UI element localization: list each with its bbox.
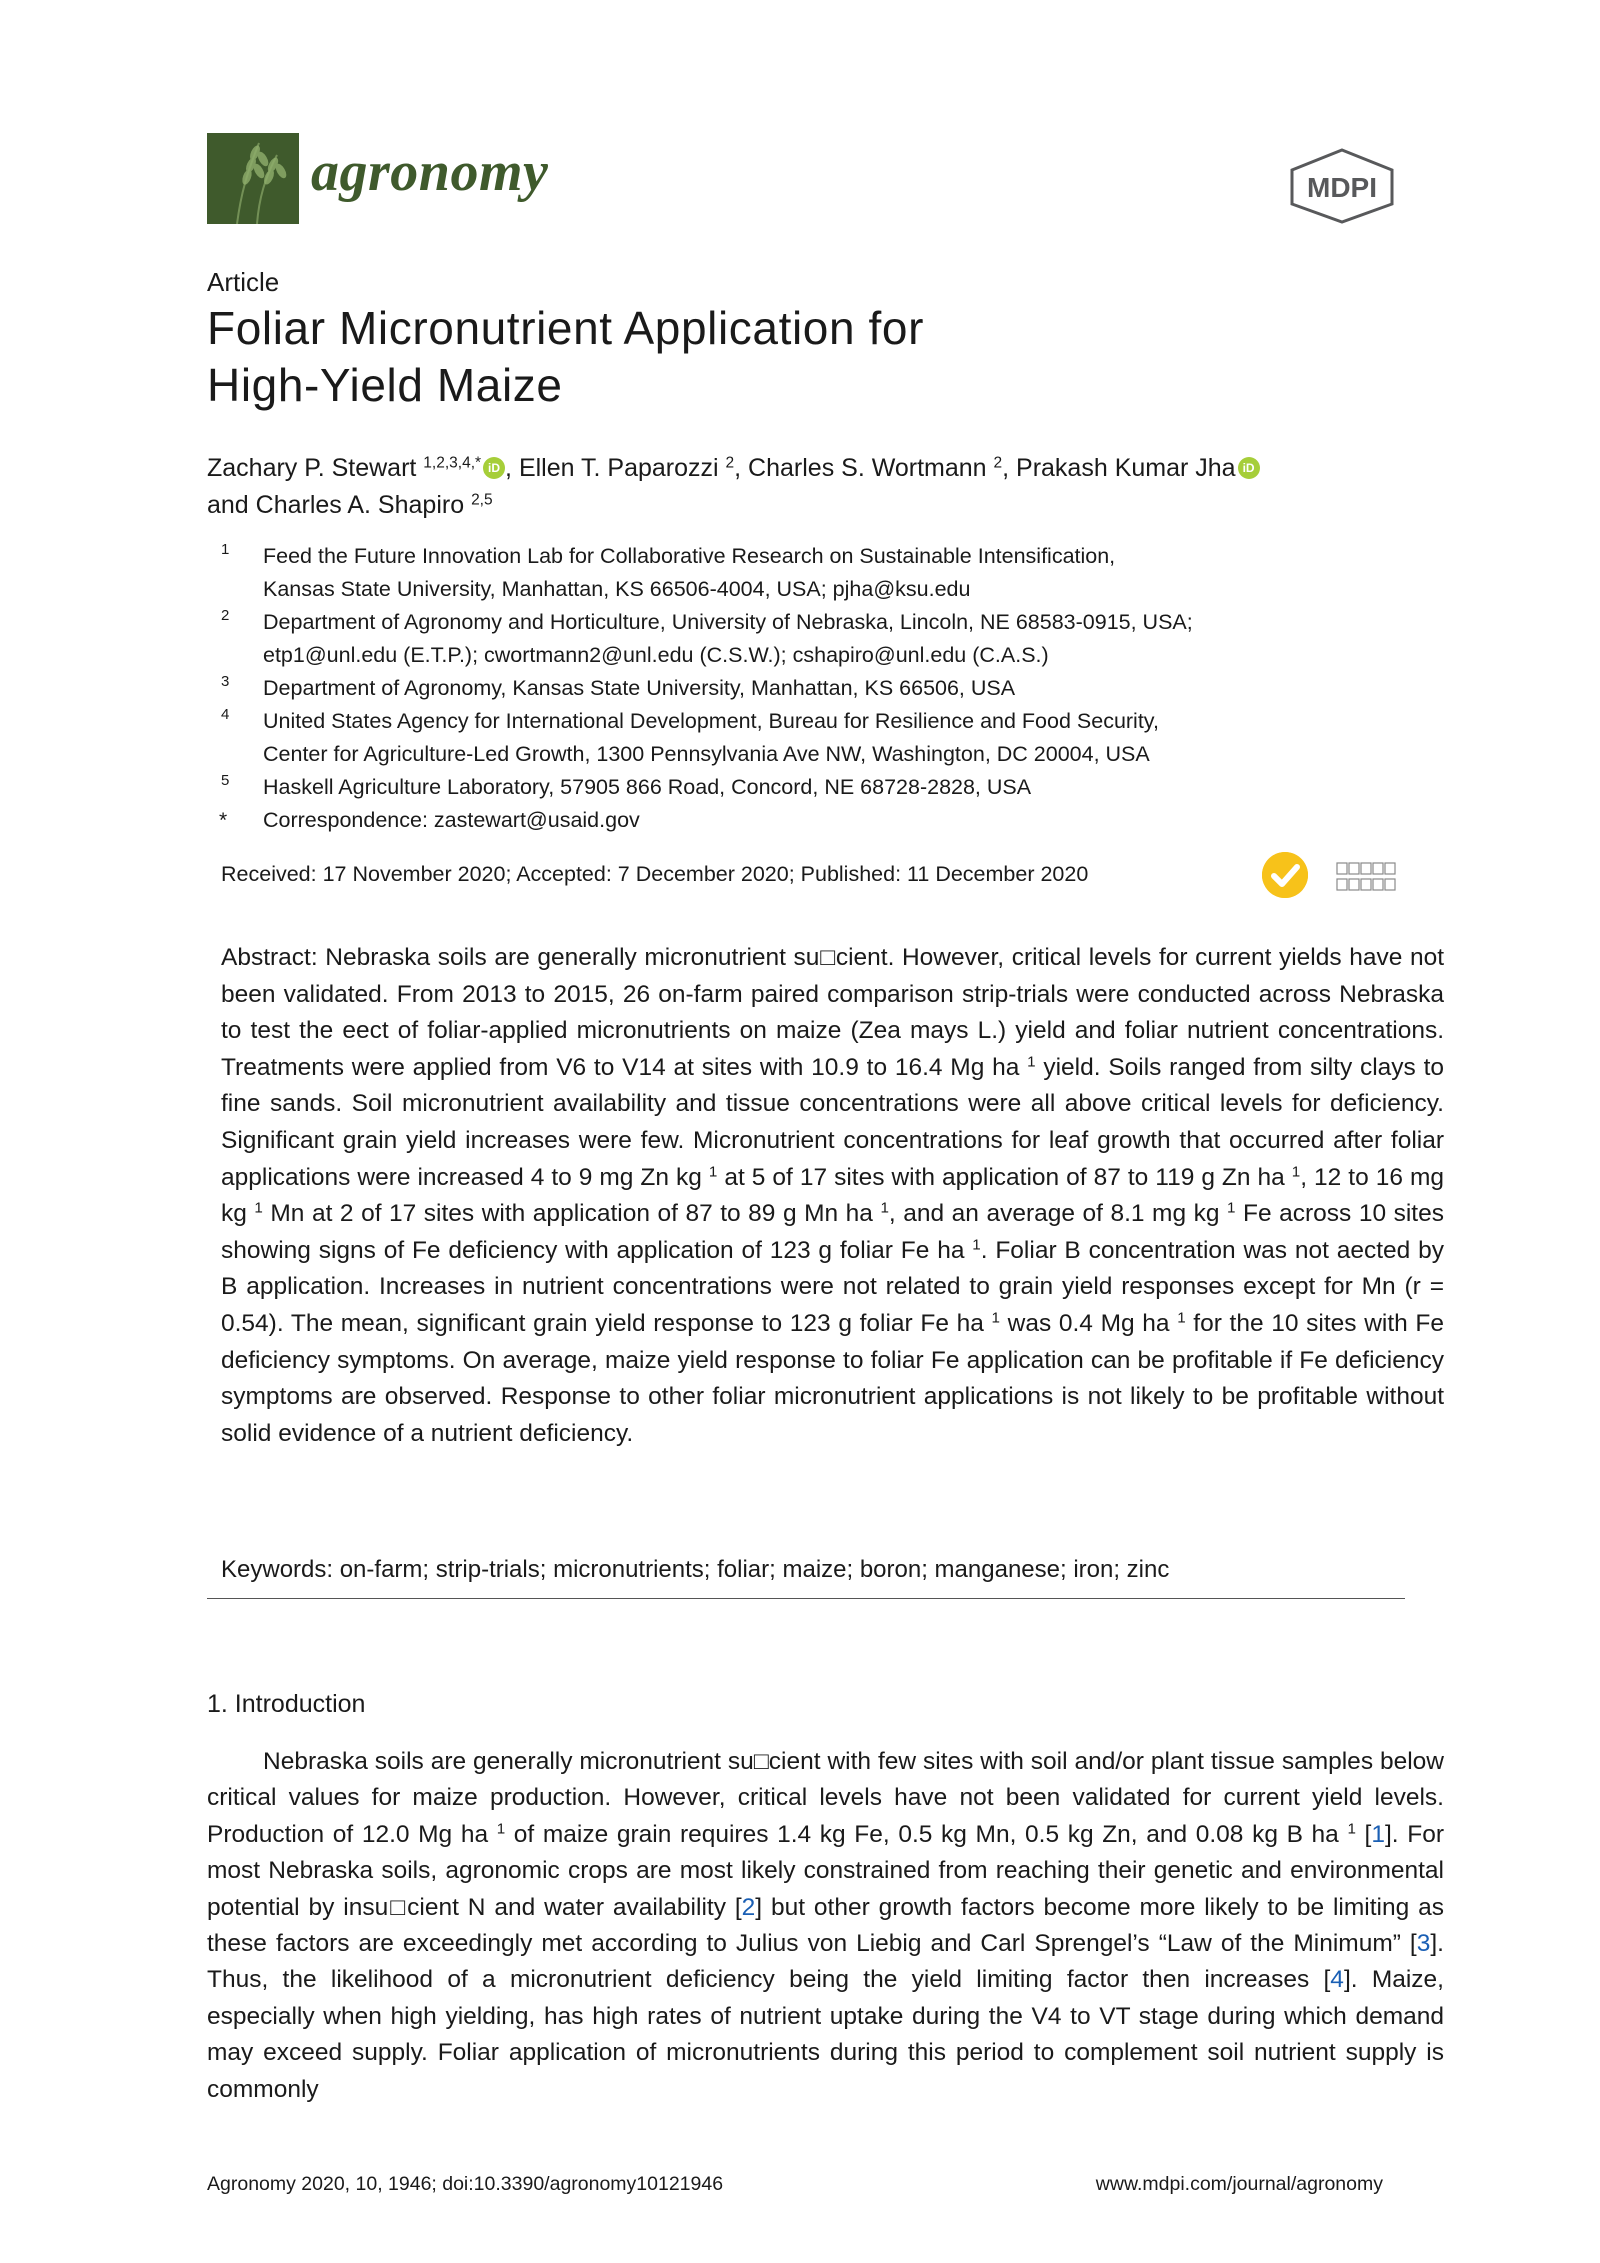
affiliation-number: 2	[221, 607, 230, 624]
footer-citation: Agronomy 2020, 10, 1946; doi:10.3390/agronomy10121946	[207, 2173, 724, 2195]
author-affil-sup: 2,5	[471, 491, 493, 509]
body-text: of maize grain requires 1.4 kg Fe, 0.5 kg Mn, 0.5 kg Zn, and 0.08 kg B ha	[505, 1820, 1348, 1848]
abstract-text: was 0.4 Mg ha	[999, 1309, 1178, 1337]
affiliation-item	[207, 771, 1407, 804]
affiliation-item	[207, 540, 1407, 606]
superscript: 1	[496, 1820, 506, 1838]
wheat-ears-icon	[207, 133, 299, 224]
superscript: 1	[880, 1199, 889, 1217]
abstract	[221, 940, 1444, 1452]
abstract-text: Fe across 10 sites showing signs of Fe deficiency with application of 123 g foliar Fe ha	[221, 1200, 1444, 1264]
affiliation-text: Feed the Future Innovation Lab for Collaborative Research on Sustainable Intensification,	[263, 544, 1116, 568]
citation-link[interactable]: 4	[1330, 1966, 1344, 1994]
publisher-name: MDPI	[1307, 172, 1377, 203]
affiliation-number: 4	[221, 706, 230, 723]
citation-link[interactable]: 3	[1416, 1930, 1431, 1958]
superscript: 1	[708, 1163, 718, 1181]
body-text: ] but other growth factors become more likely to be limiting as these factors are exceedingly met according to Julius von Liebig and Carl Sprengel’s “Law of the Minimum” [	[207, 1893, 1444, 1958]
author-line	[207, 487, 1407, 524]
body-text: ]. For most Nebraska soils, agronomic crops are most likely constrained from reaching their genetic and environmental potential by insu□cient N and water availability [	[207, 1820, 1444, 1921]
author-name: , Prakash Kumar Jha	[1002, 454, 1236, 482]
affiliation-item	[207, 672, 1407, 705]
superscript: 1	[254, 1199, 263, 1217]
author-line	[207, 450, 1407, 487]
abstract-text: Mn at 2 of 17 sites with application of 87 to 89 g Mn ha	[262, 1200, 881, 1228]
journal-name: agronomy	[311, 141, 549, 203]
superscript: 1	[972, 1236, 981, 1254]
superscript: 1	[1227, 1199, 1236, 1217]
author-name: Zachary P. Stewart	[207, 454, 424, 482]
affiliation-text: etp1@unl.edu (E.T.P.); cwortmann2@unl.edu (C.S.W.); cshapiro@unl.edu (C.A.S.)	[263, 643, 1049, 667]
section-heading: 1. Introduction	[207, 1690, 366, 1718]
author-affil-sup: 2	[725, 454, 735, 472]
superscript: 1	[1177, 1309, 1186, 1327]
abstract-text: yield. Soils ranged from silty clays to fine sands. Soil micronutrient availability and tissue concentrations were all above critical levels for deficiency. Significant grain yield increases were few. Micronutrient concentrations for leaf growth that occurred after foliar applications were increased 4 to 9 mg Zn kg	[221, 1053, 1444, 1191]
orcid-icon[interactable]: iD	[1238, 457, 1260, 479]
superscript: 1	[1027, 1053, 1036, 1071]
author-name: , Charles S. Wortmann	[734, 454, 994, 482]
check-for-updates-icon[interactable]	[1262, 852, 1308, 898]
author-affil-sup: 2	[993, 454, 1003, 472]
body-text: ]. Maize, especially when high yielding, has high rates of nutrient uptake during the V4 to VT stage during which demand may exceed supply. Foliar application of micronutrients during this period to complement soil nutrient supply is commonly	[207, 1966, 1444, 2103]
body-text: Nebraska soils are generally micronutrient su□cient with few sites with soil and/or plant tissue samples below critical values for maize production. However, critical levels have not been validated for current yield levels. Production of 12.0 Mg ha	[207, 1748, 1444, 1848]
body-text: [	[1355, 1820, 1372, 1848]
publication-dates: Received: 17 November 2020; Accepted: 7 December 2020; Published: 11 December 2020	[221, 862, 1089, 886]
title-line: High-Yield Maize	[207, 359, 563, 411]
affiliation-text: Department of Agronomy and Horticulture, University of Nebraska, Lincoln, NE 68583-0915, USA;	[263, 610, 1193, 634]
superscript: 1	[1291, 1163, 1301, 1181]
mdpi-logo	[1282, 148, 1402, 224]
affiliation-text: United States Agency for International Development, Bureau for Resilience and Food Security,	[263, 709, 1159, 733]
author-name: and Charles A. Shapiro	[207, 491, 472, 519]
citation-link[interactable]: 2	[741, 1893, 756, 1921]
author-list	[207, 450, 1407, 524]
affiliation-number: 5	[221, 772, 230, 789]
abstract-text: , and an average of 8.1 mg kg	[888, 1200, 1228, 1228]
correspondence-text: Correspondence: zastewart@usaid.gov	[263, 808, 640, 832]
author-affil-sup: 1,2,3,4,*	[423, 454, 482, 472]
divider	[207, 1598, 1405, 1599]
affiliation-item	[207, 705, 1407, 771]
abstract-text: , 12 to 16 mg kg	[221, 1163, 1445, 1228]
abstract-text: Abstract: Nebraska soils are generally micronutrient su□cient. However, critical levels for current yields have not been validated. From 2013 to 2015, 26 on-farm paired comparison strip-trials were conducted across Nebraska to test the eect of foliar-applied micronutrients on maize (Zea mays L.) yield and foliar nutrient concentrations. Treatments were applied from V6 to V14 at sites with 10.9 to 16.4 Mg ha	[221, 944, 1444, 1081]
affiliation-text: Center for Agriculture-Led Growth, 1300 Pennsylvania Ave NW, Washington, DC 20004, USA	[263, 742, 1150, 766]
affiliation-text: Kansas State University, Manhattan, KS 66506-4004, USA; pjha@ksu.edu	[263, 577, 971, 601]
article-type: Article	[207, 267, 280, 297]
abstract-text: . Foliar B concentration was not aected by B application. Increases in nutrient concentrations were not related to grain yield responses except for Mn (r = 0.54). The mean, significant grain yield response to 123 g foliar Fe ha	[221, 1236, 1445, 1337]
affiliation-item	[207, 606, 1407, 672]
intro-paragraph	[207, 1744, 1444, 2108]
affiliation-number: 1	[221, 541, 230, 558]
affiliation-number: 3	[221, 673, 230, 690]
abstract-text: at 5 of 17 sites with application of 87 to 119 g Zn ha	[717, 1163, 1292, 1191]
abstract-text: for the 10 sites with Fe deficiency symptoms. On average, maize yield response to foliar Fe application can be profitable if Fe deficiency symptoms are observed. Response to other foliar micronutrient applications is not likely to be profitable without solid evidence of a nutrient deficiency.	[221, 1309, 1445, 1447]
orcid-icon[interactable]: iD	[483, 457, 505, 479]
affiliation-text: Department of Agronomy, Kansas State University, Manhattan, KS 66506, USA	[263, 676, 1016, 700]
affiliation-number: *	[219, 809, 228, 832]
keywords: Keywords: on-farm; strip-trials; micronutrients; foliar; maize; boron; manganese; iron; zinc	[221, 1556, 1170, 1583]
correspondence-item	[207, 804, 1407, 837]
author-name: , Ellen T. Paparozzi	[505, 454, 726, 482]
body-text: ]. Thus, the likelihood of a micronutrient deficiency being the yield limiting factor then increases [	[207, 1930, 1444, 1994]
citation-link[interactable]: 1	[1371, 1820, 1385, 1848]
footer-journal-url[interactable]: www.mdpi.com/journal/agronomy	[1095, 2173, 1383, 2195]
superscript: 1	[991, 1309, 1000, 1327]
affiliation-list	[207, 540, 1407, 837]
paper-title	[207, 300, 924, 414]
affiliation-text: Haskell Agriculture Laboratory, 57905 866 Road, Concord, NE 68728-2828, USA	[263, 775, 1032, 799]
superscript: 1	[1347, 1820, 1356, 1838]
title-line: Foliar Micronutrient Application for	[207, 302, 925, 354]
updates-grid-icon[interactable]	[1336, 860, 1398, 894]
